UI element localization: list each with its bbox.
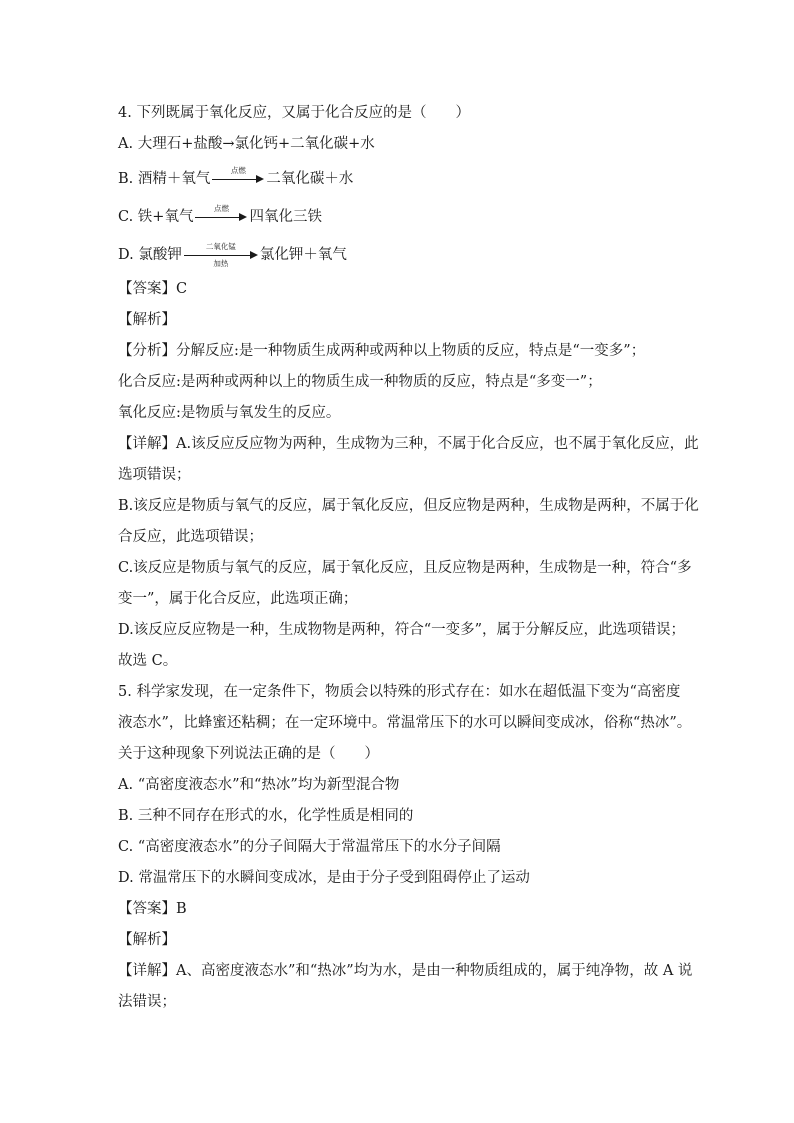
q4-option-b-prefix: B. 酒精＋氧气 (118, 171, 211, 187)
q4-analysis-line: 化合反应:是两种或两种以上的物质生成一种物质的反应，特点是“多变一”； (118, 374, 602, 390)
q4-analysis-line: 【分析】分解反应:是一种物质生成两种或两种以上物质的反应，特点是“一变多”； (118, 343, 646, 359)
q5-stem-line: 关于这种现象下列说法正确的是（ ） (118, 746, 379, 762)
document-content (118, 98, 699, 1018)
reaction-arrow-c (195, 204, 247, 230)
q5-analysis-line: 法错误； (118, 994, 176, 1010)
q5-stem-line: 5. 科学家发现，在一定条件下，物质会以特殊的形式存在：如水在超低温下变为“高密度 (118, 684, 681, 700)
q4-analysis-line: B.该反应是物质与氧气的反应，属于氧化反应，但反应物是两种，生成物是两种，不属于化 (118, 498, 699, 514)
q4-analysis-line: C.该反应是物质与氧气的反应，属于氧化反应，且反应物是两种，生成物是一种，符合“多 (118, 560, 692, 576)
arrow-d-condition-bottom: 加热 (213, 259, 229, 268)
q5-option-c: C. “高密度液态水”的分子间隔大于常温常压下的水分子间隔 (118, 839, 501, 855)
q4-option-c-suffix: 四氧化三铁 (249, 209, 322, 225)
q4-analysis-line: 【详解】A.该反应反应物为两种，生成物为三种，不属于化合反应，也不属于氧化反应，此 (118, 436, 699, 452)
q4-option-c-prefix: C. 铁+氧气 (118, 209, 194, 225)
q4-option-d-suffix: 氯化钾＋氧气 (259, 247, 347, 263)
q4-stem: 4. 下列既属于氧化反应，又属于化合反应的是（ ） (118, 105, 470, 121)
arrow-d-condition-top: 二氧化锰 (205, 242, 236, 251)
reaction-arrow-d (184, 242, 258, 268)
arrow-head-icon (256, 175, 264, 183)
q4-analysis-line: D.该反应反应物是一种，生成物物是两种，符合“一变多”，属于分解反应，此选项错误； (118, 622, 686, 638)
reaction-arrow-b (212, 166, 264, 192)
q4-option-d (118, 236, 684, 274)
q4-analysis-line: 合反应，此选项错误； (118, 529, 263, 545)
q4-option-c (118, 198, 684, 236)
arrow-head-icon (239, 213, 247, 221)
q5-option-b: B. 三种不同存在形式的水，化学性质是相同的 (118, 808, 414, 824)
q4-analysis-title: 【解析】 (118, 312, 176, 328)
arrow-c-condition: 点燃 (213, 204, 229, 213)
q4-option-b-suffix: 二氧化碳＋水 (266, 171, 354, 187)
q5-analysis-line: 【详解】A、高密度液态水”和“热冰”均为水，是由一种物质组成的，属于纯净物，故 A 说 (118, 963, 693, 979)
q5-option-d: D. 常温常压下的水瞬间变成冰，是由于分子受到阻碍停止了运动 (118, 870, 530, 886)
q4-option-d-prefix: D. 氯酸钾 (118, 247, 182, 263)
arrow-b-condition: 点燃 (230, 166, 246, 175)
q5-analysis-title: 【解析】 (118, 932, 176, 948)
q5-option-a: A. “高密度液态水”和“热冰”均为新型混合物 (118, 777, 400, 793)
arrow-head-icon (250, 251, 258, 259)
q4-analysis-line: 变一”，属于化合反应，此选项正确； (118, 591, 358, 607)
q4-option-b (118, 160, 684, 198)
q4-analysis-line: 氧化反应:是物质与氧发生的反应。 (118, 405, 341, 421)
q5-stem-line: 液态水”，比蜂蜜还粘稠；在一定环境中。常温常压下的水可以瞬间变成冰，俗称“热冰”。 (118, 715, 692, 731)
q4-analysis-line: 故选 C。 (118, 653, 178, 669)
q5-answer: 【答案】B (118, 901, 187, 917)
q4-analysis-line: 选项错误； (118, 467, 191, 483)
q4-answer: 【答案】C (118, 281, 188, 297)
q4-option-a: A. 大理石+盐酸→氯化钙+二氧化碳+水 (118, 136, 375, 152)
